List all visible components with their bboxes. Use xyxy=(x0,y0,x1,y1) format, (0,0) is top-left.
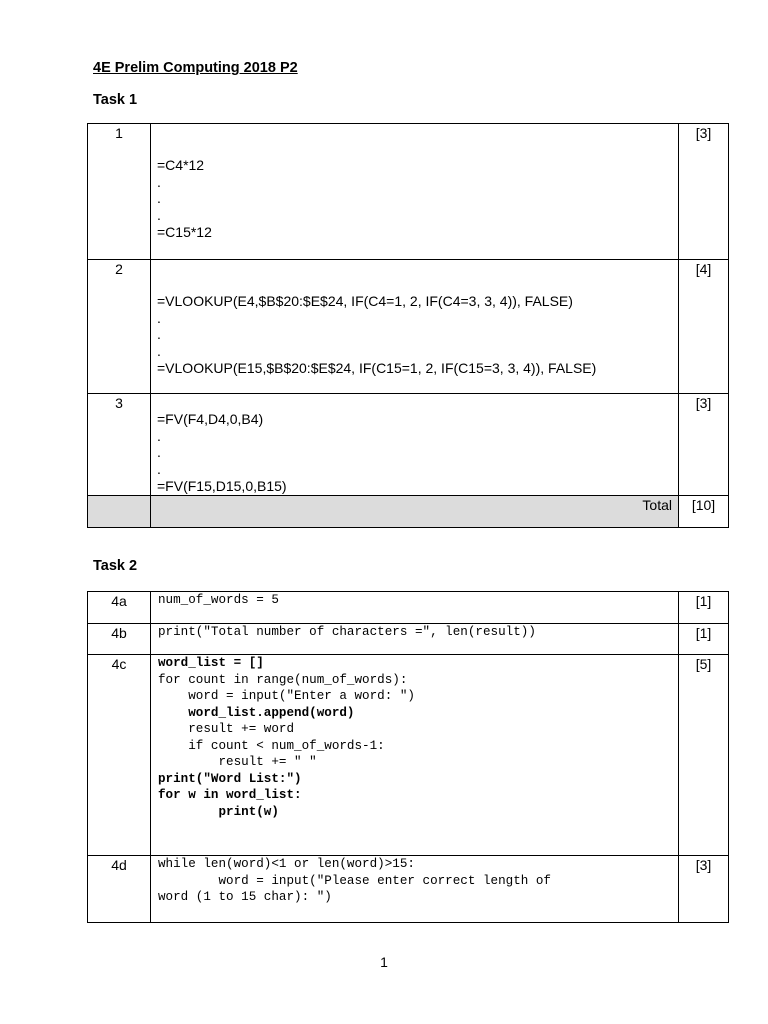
answer-line: =FV(F15,D15,0,B15) xyxy=(157,477,287,494)
document-title: 4E Prelim Computing 2018 P2 xyxy=(93,60,298,76)
code-cell xyxy=(151,624,679,655)
answer-cell xyxy=(151,260,679,394)
marks: [5] xyxy=(679,655,729,856)
table-row xyxy=(88,655,729,856)
code-line: num_of_words = 5 xyxy=(158,593,279,607)
code-line: word (1 to 15 char): ") xyxy=(158,890,332,904)
question-number: 4c xyxy=(88,655,151,856)
table-row xyxy=(88,856,729,923)
code-line: print(w) xyxy=(158,804,279,819)
answer-line: . xyxy=(157,343,161,360)
code-line: while len(word)<1 or len(word)>15: xyxy=(158,857,415,871)
code-line: result += word xyxy=(158,722,295,736)
code-line: word = input("Enter a word: ") xyxy=(158,689,415,703)
answer-line: . xyxy=(157,190,161,207)
code-line: print("Total number of characters =", len(result)) xyxy=(158,625,536,639)
code-line: result += " " xyxy=(158,755,317,769)
marks: [3] xyxy=(679,394,729,496)
answer-cell xyxy=(151,124,679,260)
answer-line: . xyxy=(157,427,161,444)
marks: [3] xyxy=(679,856,729,923)
total-row xyxy=(88,495,729,527)
code-line: word_list.append(word) xyxy=(158,705,355,720)
table-row xyxy=(88,592,729,624)
question-number: 1 xyxy=(88,124,151,260)
table-row xyxy=(88,624,729,655)
code-cell xyxy=(151,655,679,856)
code-cell xyxy=(151,856,679,923)
answer-cell xyxy=(151,394,679,496)
code-line: word = input("Please enter correct length of xyxy=(158,873,551,888)
code-line: word_list = [] xyxy=(158,656,264,670)
answer-line: =C15*12 xyxy=(157,223,212,240)
answer-line: =VLOOKUP(E4,$B$20:$E$24, IF(C4=1, 2, IF(C4=3, 3, 4)), FALSE) xyxy=(157,292,573,309)
answer-line: =C4*12 xyxy=(157,156,205,173)
table-row xyxy=(88,394,729,496)
answer-line: . xyxy=(157,173,161,190)
code-line: for w in word_list: xyxy=(158,788,302,802)
marks: [3] xyxy=(679,124,729,260)
code-cell xyxy=(151,592,679,624)
page-number: 1 xyxy=(380,954,388,970)
answer-line: =FV(F4,D4,0,B4) xyxy=(157,410,264,427)
answer-line: . xyxy=(157,207,161,224)
question-number: 4d xyxy=(88,856,151,923)
table-row xyxy=(88,260,729,394)
answer-line: . xyxy=(157,461,161,478)
code-line: for count in range(num_of_words): xyxy=(158,672,408,687)
question-number: 3 xyxy=(88,394,151,496)
marks: [1] xyxy=(679,592,729,624)
marks: [1] xyxy=(679,624,729,655)
question-number: 2 xyxy=(88,260,151,394)
task1-heading: Task 1 xyxy=(93,92,138,108)
code-line: if count < num_of_words-1: xyxy=(158,738,385,753)
answer-line: . xyxy=(157,326,161,343)
task2-heading: Task 2 xyxy=(93,558,138,574)
answer-line: . xyxy=(157,309,161,326)
table-row xyxy=(88,124,729,260)
answer-line: =VLOOKUP(E15,$B$20:$E$24, IF(C15=1, 2, IF(C15=3, 3, 4)), FALSE) xyxy=(157,359,597,376)
total-marks: [10] xyxy=(679,495,729,527)
question-number: 4b xyxy=(88,624,151,655)
total-label: Total xyxy=(151,495,679,527)
answer-line: . xyxy=(157,444,161,461)
code-line: print("Word List:") xyxy=(158,771,302,786)
marks: [4] xyxy=(679,260,729,394)
task1-table xyxy=(87,123,729,528)
question-number: 4a xyxy=(88,592,151,624)
task2-table xyxy=(87,591,729,923)
